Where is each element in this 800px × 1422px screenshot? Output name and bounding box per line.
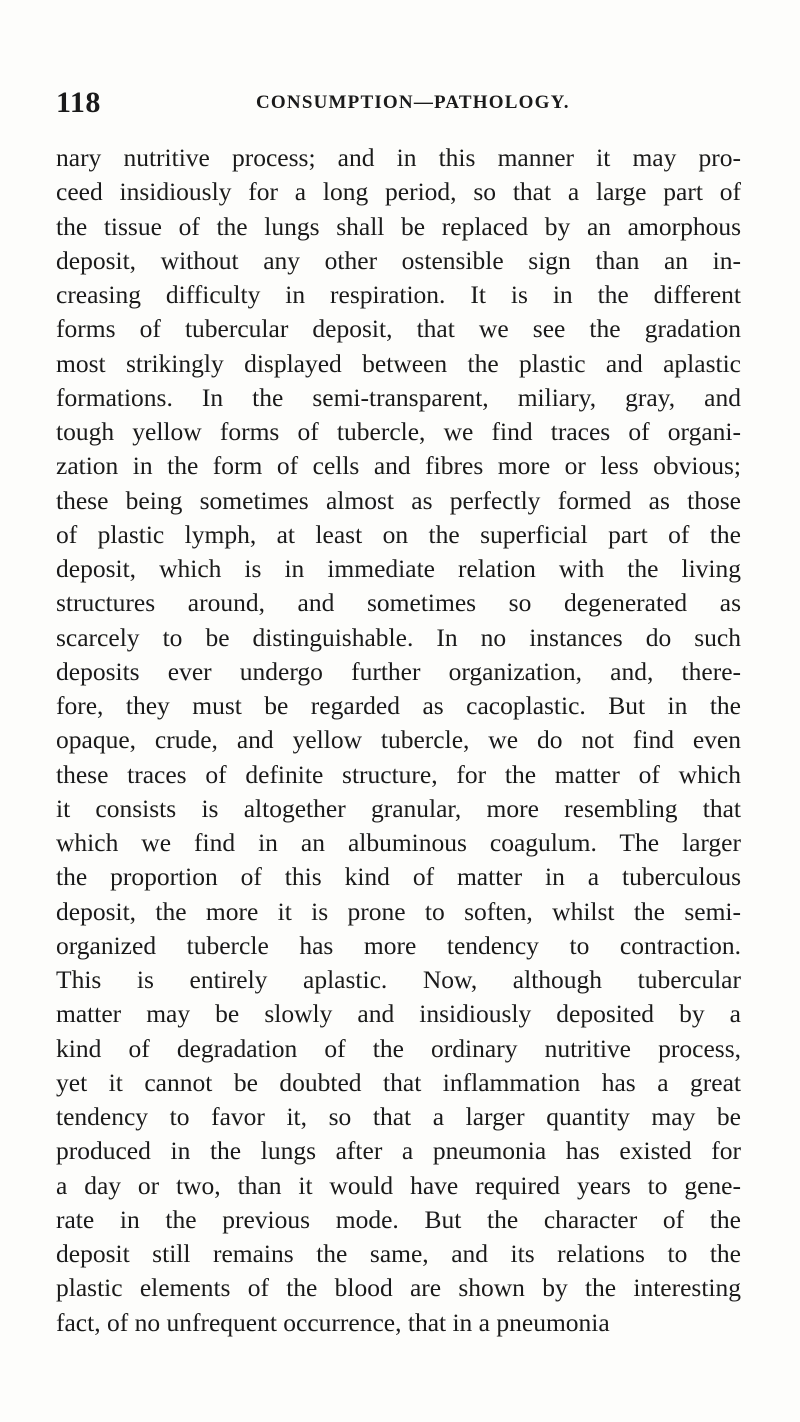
running-header <box>56 86 756 122</box>
text-line: a day or two, than it would have required years to gene- <box>56 1170 741 1200</box>
text-line: deposit, the more it is prone to soften, whilst the semi- <box>56 896 741 926</box>
text-line: fact, of no unfrequent occurrence, that in a pneumonia <box>56 1307 610 1337</box>
text-line: deposits ever undergo further organization, and, there- <box>56 656 741 686</box>
text-line: tendency to favor it, so that a larger quantity may be <box>56 1102 741 1131</box>
text-line: of plastic lymph, at least on the superficial part of the <box>56 519 741 549</box>
text-line: nary nutritive process; and in this manner it may pro- <box>56 143 741 172</box>
text-line: ceed insidiously for a long period, so that a large part of <box>56 177 741 207</box>
text-line: the tissue of the lungs shall be replaced by an amorphous <box>56 211 741 241</box>
text-line: rate in the previous mode. But the character of the <box>56 1204 741 1234</box>
text-line: formations. In the semi-transparent, miliary, gray, and <box>56 382 741 412</box>
text-line: plastic elements of the blood are shown by the interesting <box>56 1273 741 1303</box>
text-line: matter may be slowly and insidiously deposited by a <box>56 999 741 1029</box>
text-line: these traces of definite structure, for the matter of which <box>56 759 741 789</box>
text-line: produced in the lungs after a pneumonia has existed for <box>56 1136 741 1166</box>
text-line: zation in the form of cells and fibres more or less obvious; <box>56 451 741 481</box>
text-line: creasing difficulty in respiration. It is in the different <box>56 280 741 309</box>
text-line: tough yellow forms of tubercle, we find traces of organi- <box>56 417 741 446</box>
text-line: deposit still remains the same, and its relations to the <box>56 1239 741 1268</box>
text-line: fore, they must be regarded as cacoplastic. But in the <box>56 691 741 720</box>
text-line: it consists is altogether granular, more resembling that <box>56 793 741 823</box>
running-title: CONSUMPTION—PATHOLOGY. <box>256 92 570 113</box>
text-line: yet it cannot be doubted that inflammation has a great <box>56 1067 741 1097</box>
text-line: scarcely to be distinguishable. In no instances do such <box>56 622 741 652</box>
page-number: 118 <box>56 86 101 119</box>
body-text <box>56 141 741 1340</box>
text-line: which we find in an albuminous coagulum. The larger <box>56 828 741 857</box>
text-line: kind of degradation of the ordinary nutritive process, <box>56 1033 741 1063</box>
text-line: these being sometimes almost as perfectly formed as those <box>56 485 741 515</box>
text-line: organized tubercle has more tendency to contraction. <box>56 930 741 960</box>
text-line: forms of tubercular deposit, that we see the gradation <box>56 314 741 344</box>
text-line: deposit, without any other ostensible sign than an in- <box>56 245 741 275</box>
text-line: This is entirely aplastic. Now, although tubercular <box>56 965 741 994</box>
text-line: the proportion of this kind of matter in a tuberculous <box>56 862 741 892</box>
text-line: deposit, which is in immediate relation with the living <box>56 554 741 583</box>
text-line: opaque, crude, and yellow tubercle, we do not find even <box>56 725 741 755</box>
text-line: structures around, and sometimes so degenerated as <box>56 588 741 618</box>
text-line: most strikingly displayed between the plastic and aplastic <box>56 348 741 378</box>
